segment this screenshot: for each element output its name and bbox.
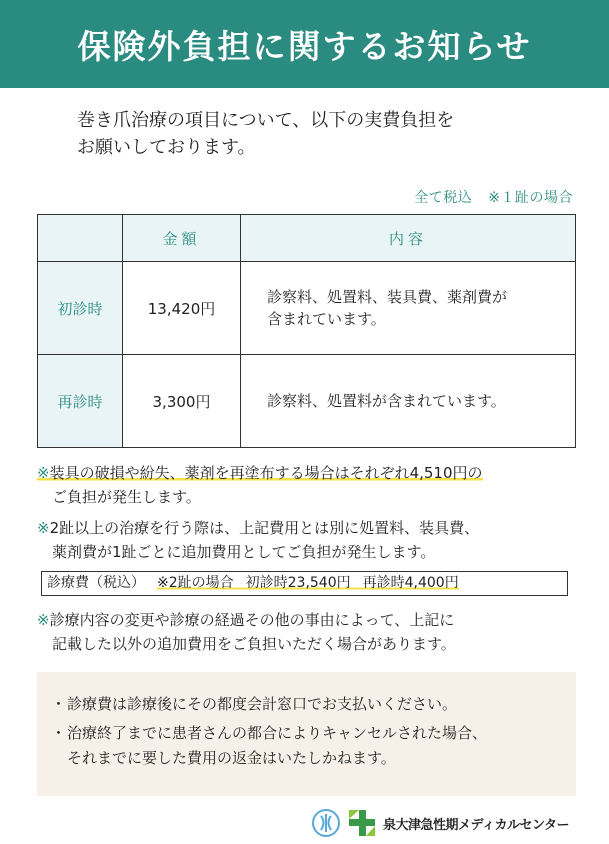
content-revisit: [241, 355, 576, 448]
hospital-logo-icon: [347, 808, 377, 838]
content-revisit-line-1: 診察料、処置料が含まれています。: [267, 392, 506, 410]
table-row: [38, 355, 576, 448]
note-additional-costs: [37, 608, 582, 656]
note-2-line-2: 薬剤費が1趾ごとに追加費用としてご負担が発生します。: [52, 543, 436, 561]
row-label-first-visit: 初診時: [38, 262, 123, 355]
page-title-text: 保険外負担に関するお知らせ: [77, 26, 532, 66]
content-first-visit-line-1: 診察料、処置料、装具費、薬剤費が: [267, 288, 508, 306]
note-1-line-2: ご負担が発生します。: [52, 488, 201, 506]
header-corner: [38, 215, 123, 262]
note-mark: ※: [37, 464, 50, 482]
note-damage-loss: [37, 461, 582, 509]
bullet: ・: [51, 724, 67, 742]
table-row: [38, 262, 576, 355]
hospital-footer: [311, 806, 569, 840]
note-2-line-1: 2趾以上の治療を行う際は、上記費用とは別に処置料、装具費、: [49, 519, 480, 537]
note-3-line-2: 記載した以外の追加費用をご負担いただく場合があります。: [52, 635, 456, 653]
fee-table: [37, 214, 576, 448]
note-mark: ※: [37, 611, 50, 629]
per-toe-label: ※１趾の場合: [488, 190, 573, 206]
page-title: [0, 0, 609, 88]
info-item-1: 診療費は診療後にその都度会計窓口でお支払いください。: [67, 695, 458, 713]
intro-text: [77, 107, 557, 161]
note-3-line-1: 診療内容の変更や診療の経過その他の事由によって、上記に: [49, 611, 455, 629]
two-toe-fee-box: [41, 571, 568, 596]
content-first-visit: [241, 262, 576, 355]
intro-line-1: 巻き爪治療の項目について、以下の実費負担を: [77, 110, 455, 131]
bullet: ・: [51, 695, 67, 713]
content-first-visit-line-2: 含まれています。: [267, 310, 386, 328]
header-content: 内容: [241, 215, 576, 262]
fee-box-revisit: 再診時4,400円: [362, 575, 459, 591]
note-multiple-toes: [37, 516, 582, 564]
row-label-revisit: 再診時: [38, 355, 123, 448]
list-item: [51, 692, 576, 717]
note-1-line-1: 装具の破損や紛失、薬剤を再塗布する場合はそれぞれ4,510円の: [49, 464, 483, 482]
payment-info-box: [37, 672, 576, 796]
tax-included-label: 全て税込: [414, 190, 473, 206]
amount-first-visit: 13,420円: [123, 262, 241, 355]
fee-box-label: 診療費（税込）: [47, 575, 145, 591]
fee-box-note: ※2趾の場合: [157, 575, 234, 591]
info-item-2-line-2: それまでに要した費用の返金はいたしかねます。: [67, 749, 396, 767]
list-item: [51, 721, 576, 771]
note-mark: ※: [37, 519, 50, 537]
intro-line-2: お願いしております。: [77, 137, 256, 158]
hospital-emblem-icon: [311, 808, 341, 838]
amount-revisit: 3,300円: [123, 355, 241, 448]
tax-note: [414, 187, 573, 207]
info-item-2-line-1: 治療終了までに患者さんの都合によりキャンセルされた場合、: [67, 724, 488, 742]
hospital-name: 泉大津急性期メディカルセンター: [383, 817, 569, 833]
fee-box-first-visit: 初診時23,540円: [245, 575, 351, 591]
header-amount: 金額: [123, 215, 241, 262]
fee-table-header-row: [38, 215, 576, 262]
